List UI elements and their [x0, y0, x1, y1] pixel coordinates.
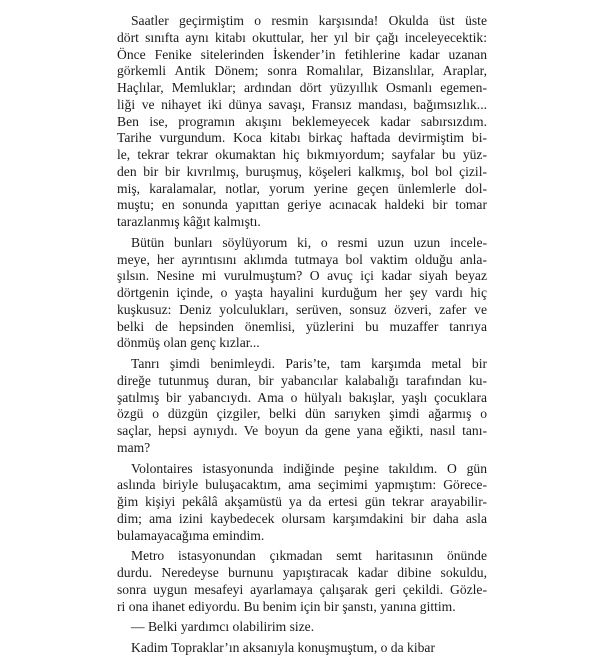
text-line: liği ve nihayet iki dünya savaşı, Fransız mandası, bağımsızlık...	[117, 96, 487, 112]
text-line: özgü o düzgün çizgiler, belki dün sarıyken şimdi ağarmış o	[117, 406, 487, 422]
text-line: belki de hepsinden önemlisi, yüzlerini bu muzaffer tanrıya	[117, 318, 487, 334]
paragraph	[117, 356, 487, 457]
text-line: durdu. Neredeyse burnunu yapıştıracak kadar dibine sokuldu,	[117, 565, 487, 580]
text-line: mam?	[117, 439, 151, 455]
text-line: le, tekrar tekrar okumaktan hiç bıkmıyordum; sayfalar bu yüz-	[117, 147, 487, 162]
text-line: dönmüş olan genç kızlar...	[117, 335, 260, 351]
paragraph	[117, 13, 487, 231]
text-line: Saatler geçirmiştim o resmin karşısında! Okulda üst üste	[131, 13, 487, 28]
text-line: ğim kişiyi pekâlâ akşamüstü ya da ertesi gün tekrar arayabilir-	[117, 494, 487, 509]
text-line: direğe tutunmuş duran, bir yabancılar kalabalığı tarafından ku-	[117, 372, 487, 388]
paragraph	[117, 548, 487, 615]
text-line: Kadim Topraklar’ın aksanıyla konuşmuştum, o da kibar	[131, 640, 435, 655]
text-line: tarazlanmış kâğıt kalmıştı.	[117, 214, 261, 229]
text-line: Ben ise, programın akışını beklemeyecek kadar sabırsızdım.	[117, 113, 487, 129]
text-line: bulamayacağıma emindim.	[117, 527, 265, 543]
text-line: sonra uygun mesafeyi ayarlamaya çalışarak geri çekildi. Gözle-	[117, 581, 487, 597]
text-line: Bütün bunları söylüyorum ki, o resmi uzun uzun incele-	[131, 234, 487, 250]
text-line: Önce Fenike sitelerinden İskender’in fetihlerine kadar uzanan	[117, 46, 487, 62]
book-page	[117, 13, 487, 661]
text-line: miş, karalamalar, notlar, yorum yerine geçen ünlemlerle dol-	[117, 180, 487, 196]
text-line: den bir bir kıvrılmış, buruşmuş, köşeleri kalkmış, bol bol çizil-	[117, 163, 487, 179]
text-line: dörtgenin içinde, o yaşta hayalini kurduğum her şey vardı hiç	[117, 285, 487, 300]
text-line: muştu; en sonunda yapıttan geriye acınacak haldeki bir tomar	[117, 197, 487, 213]
text-line: görkemli Antik Dönem; sonra Romalılar, Bizanslılar, Araplar,	[117, 63, 487, 79]
paragraph	[117, 619, 487, 636]
text-line: Volontaires istasyonunda indiğinde peşine takıldım. O gün	[131, 460, 487, 476]
text-line: Metro istasyonundan çıkmadan semt haritasının önünde	[131, 548, 487, 564]
text-line: kuşkusuz: Deniz yolculukları, serüven, sonsuz özveri, zafer ve	[117, 301, 487, 317]
text-line: dim; ama izini kaybedecek olursam karşımdakini bir daha asla	[117, 510, 487, 526]
text-line: saçlar, hepsi aynıydı. Ve boyun da gene yana eğikti, nasıl tanı-	[117, 423, 487, 438]
text-line: şılsın. Nesine mi vurulmuştum? O avuç içi kadar siyah beyaz	[117, 268, 487, 284]
paragraph	[117, 461, 487, 545]
text-line: — Belki yardımcı olabilirim size.	[131, 619, 315, 635]
text-line: dört sınıfta aynı kitabı okuttular, her yıl bir çağı inceleyecektik:	[117, 29, 487, 45]
text-line: ri ona ihanet ediyordu. Bu benim için bir şanstı, yanına gittim.	[117, 598, 456, 614]
text-line: Tanrı şimdi benimleydi. Paris’te, tam karşımda metal bir	[131, 356, 487, 371]
paragraph	[117, 640, 487, 657]
paragraph	[117, 235, 487, 352]
text-line: meye, her ayrıntısını aklımda tutmaya bol vaktim olduğu anla-	[117, 251, 487, 267]
text-line: Haçlılar, Memluklar; ardından dört yüzyıllık Osmanlı egemen-	[117, 80, 487, 95]
text-line: Tarihe vurgundum. Koca kitabı birkaç haftada devirmiştim bi-	[117, 130, 487, 146]
text-line: aslında biriyle buluşacaktım, ama seçimimi yapmıştım: Görece-	[117, 477, 487, 493]
text-line: şatılmış bir yabancıydı. Ama o hülyalı bakışlar, yaşlı çocuklara	[117, 389, 487, 405]
